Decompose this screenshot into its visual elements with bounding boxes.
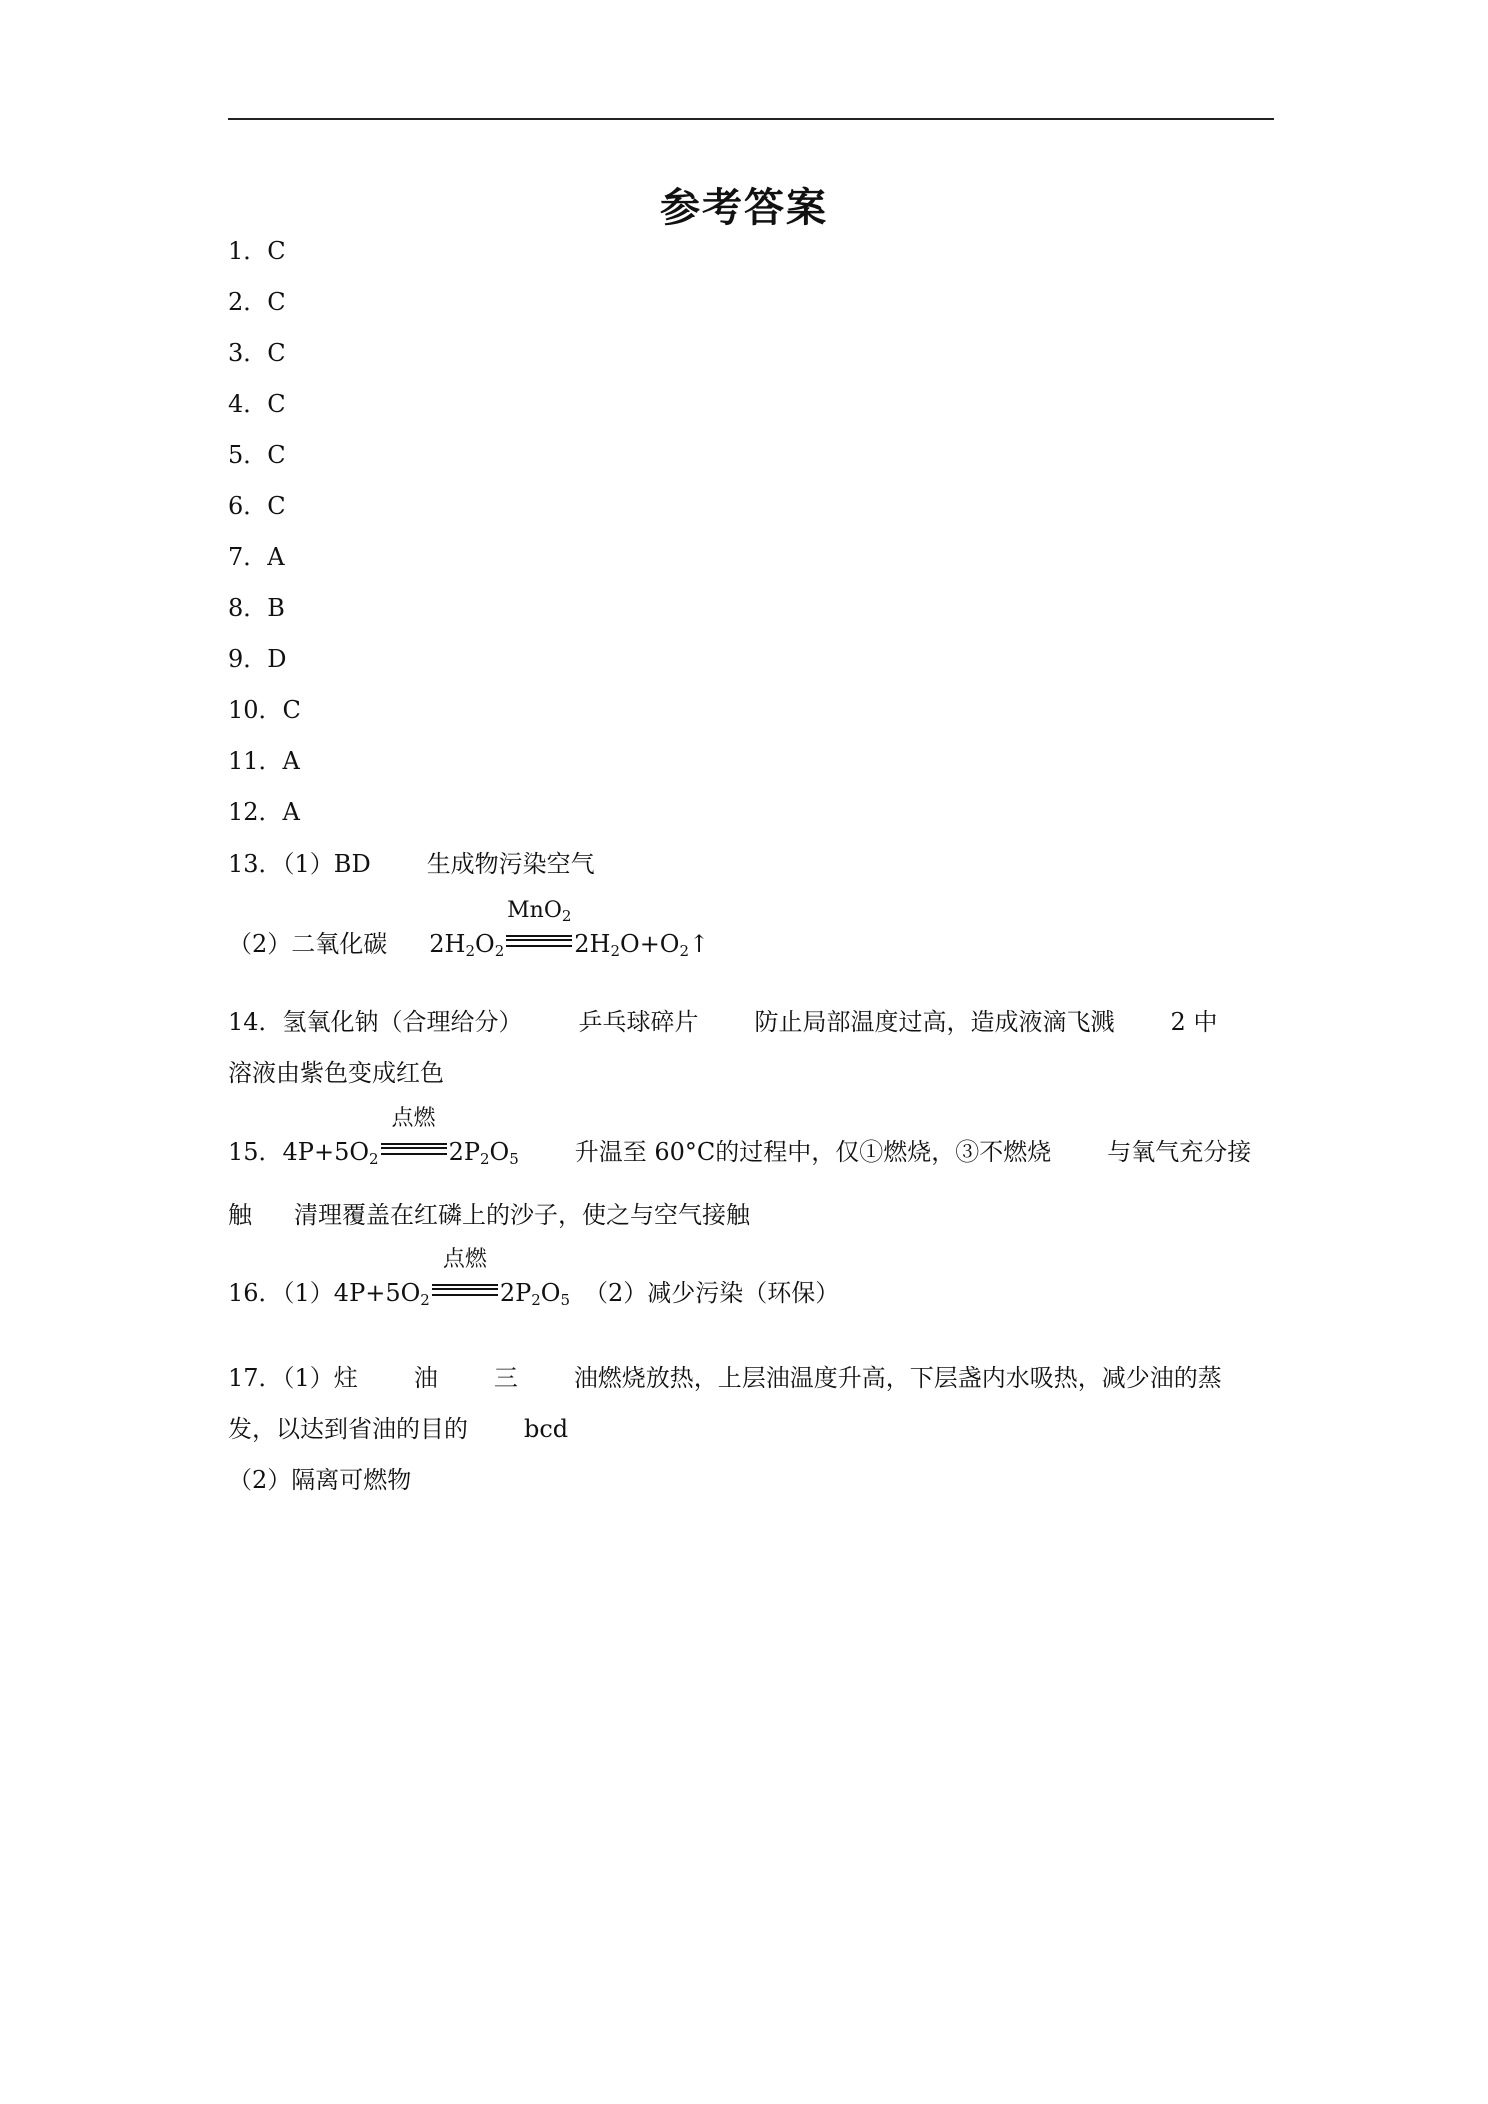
answer-17-part2: 油	[413, 1364, 438, 1392]
answer-15-part2: 升温至 60°C的过程中，仅①燃烧，③不燃烧	[574, 1138, 1052, 1166]
eq-condition-arrow	[381, 1106, 447, 1168]
answer-14-part1: 14．氢氧化钠（合理给分）	[228, 1008, 523, 1036]
answer-15-part4: 清理覆盖在红磷上的沙子，使之与空气接触	[294, 1201, 750, 1229]
answer-15-equation	[228, 1106, 519, 1168]
answer-15-line2	[228, 1199, 750, 1231]
eq-subscript: 2	[494, 942, 505, 960]
answer-17-line3: （2）隔离可燃物	[228, 1466, 412, 1494]
answer-14-line1	[228, 1006, 1217, 1038]
eq-subscript: 2	[369, 1150, 379, 1168]
answer-16-equation	[228, 1247, 571, 1309]
answer-8: 8．B	[228, 594, 285, 622]
eq-condition-label	[506, 898, 572, 924]
header-rule	[228, 118, 1274, 120]
eq-reactants: 16．（1）4P+5O	[228, 1279, 421, 1307]
answer-15-part3-end: 触	[228, 1201, 252, 1229]
gas-arrow-icon: ↑	[689, 930, 710, 958]
answer-17-line2	[228, 1413, 568, 1445]
eq-subscript: 5	[509, 1150, 519, 1168]
answer-17-part3: 三	[493, 1364, 518, 1392]
answer-14-part2: 乒乓球碎片	[578, 1008, 699, 1036]
eq-product-o: O	[489, 1138, 510, 1166]
answer-17-part4-end: 发，以达到省油的目的	[228, 1415, 468, 1443]
eq-subscript: 2	[561, 907, 572, 925]
answer-7: 7．A	[228, 543, 285, 571]
eq-reactant: 2H	[429, 930, 466, 958]
answer-6: 6．C	[228, 492, 286, 520]
eq-equals-sign	[381, 1147, 447, 1149]
answer-16-line1	[228, 1247, 840, 1309]
eq-condition-arrow	[432, 1247, 498, 1309]
eq-equals-sign	[432, 1288, 498, 1290]
answer-13-part1: 13．（1）BD	[228, 850, 371, 878]
answer-2: 2．C	[228, 288, 286, 316]
eq-product: 2P	[448, 1138, 480, 1166]
eq-condition-label: 点燃	[442, 1247, 487, 1272]
answer-12: 12．A	[228, 798, 300, 826]
eq-subscript: 5	[560, 1291, 571, 1309]
answer-13-part1-explanation: 生成物污染空气	[426, 850, 595, 878]
answer-14-part4: 2 中	[1170, 1008, 1218, 1036]
answer-13-line2	[228, 898, 710, 960]
answer-13-equation	[429, 898, 710, 960]
answer-17-part1: 17．（1）炷	[228, 1364, 358, 1392]
eq-subscript: 2	[465, 942, 476, 960]
answer-14-part3: 防止局部温度过高，造成液滴飞溅	[754, 1008, 1115, 1036]
answer-3: 3．C	[228, 339, 286, 367]
answer-11: 11．A	[228, 747, 300, 775]
eq-subscript: 2	[479, 1150, 490, 1168]
answer-16-part2: （2）减少污染（环保）	[584, 1279, 840, 1307]
answer-15-line1	[228, 1106, 1252, 1168]
answer-13-line1	[228, 848, 595, 880]
eq-reactants: 15．4P+5O	[228, 1138, 370, 1166]
answer-1: 1．C	[228, 237, 286, 265]
eq-subscript: 2	[531, 1291, 541, 1309]
eq-condition-label: 点燃	[391, 1106, 436, 1131]
eq-equals-sign	[506, 939, 572, 941]
eq-reactant-o: O	[475, 930, 495, 958]
eq-product-rest: O+O	[620, 930, 680, 958]
answer-15-part3: 与氧气充分接	[1107, 1138, 1252, 1166]
eq-condition-arrow	[506, 898, 572, 960]
eq-catalyst: MnO	[507, 898, 562, 923]
eq-subscript: 2	[610, 942, 621, 960]
eq-subscript: 2	[679, 942, 690, 960]
answer-14-line2: 溶液由紫色变成红色	[228, 1059, 444, 1087]
eq-product: 2P	[499, 1279, 532, 1307]
answer-13-part2: （2）二氧化碳	[228, 930, 388, 958]
page-title: 参考答案	[660, 185, 828, 231]
answer-5: 5．C	[228, 441, 286, 469]
eq-subscript: 2	[420, 1291, 430, 1309]
answer-17-part4: 油燃烧放热，上层油温度升高，下层盏内水吸热，减少油的蒸	[573, 1364, 1222, 1392]
eq-product: 2H	[574, 930, 611, 958]
answer-10: 10．C	[228, 696, 301, 724]
answer-9: 9．D	[228, 645, 287, 673]
answer-4: 4．C	[228, 390, 286, 418]
answer-17-line1	[228, 1362, 1222, 1394]
eq-product-o: O	[540, 1279, 561, 1307]
answer-17-part5: bcd	[524, 1415, 569, 1443]
